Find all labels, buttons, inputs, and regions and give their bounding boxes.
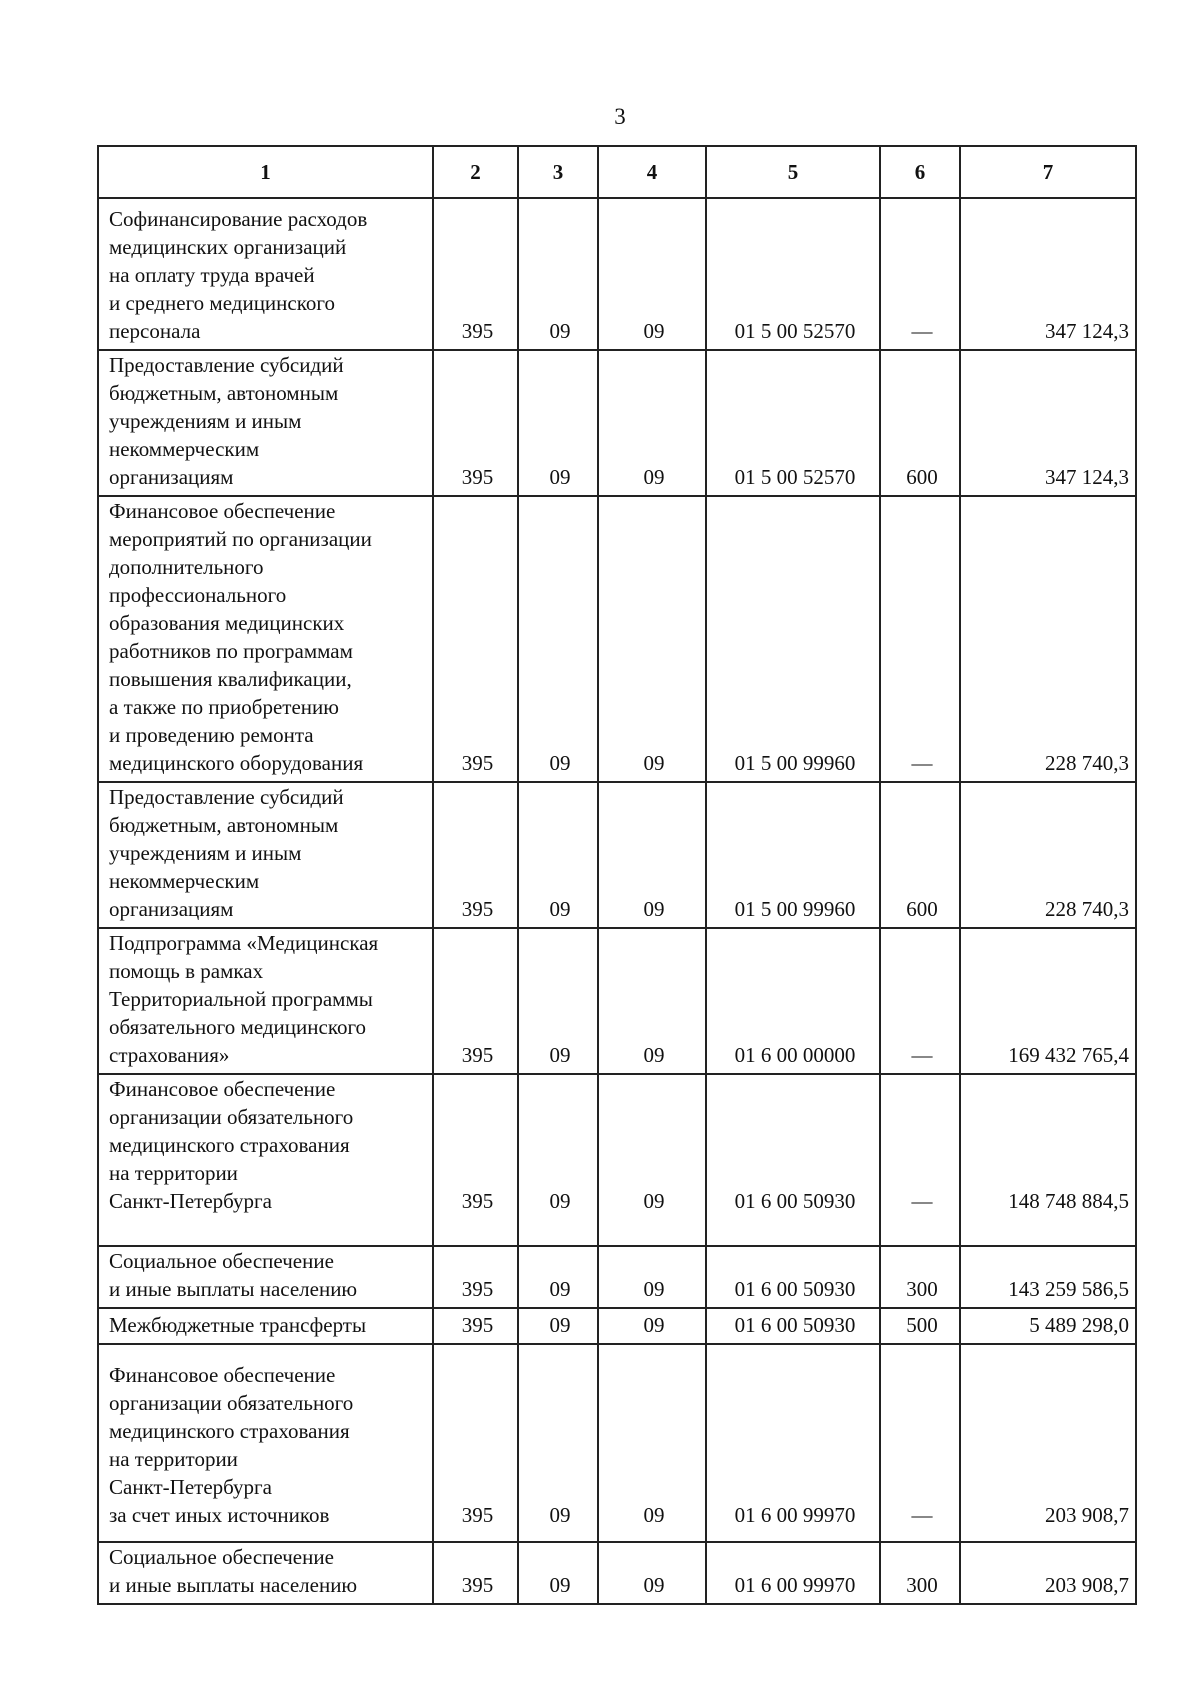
target-article-cell: 01 6 00 99970: [706, 1344, 880, 1542]
subsection-code-cell: 09: [598, 1308, 706, 1344]
admin-code-cell: 395: [433, 1542, 518, 1604]
subsection-code-cell: 09: [598, 350, 706, 496]
admin-code-cell: 395: [433, 1074, 518, 1246]
row-name-cell: Предоставление субсидий бюджетным, автономным учреждениям и иным некоммерческим организациям: [98, 782, 433, 928]
subsection-code-cell: 09: [598, 1074, 706, 1246]
expense-type-cell: —: [880, 928, 960, 1074]
subsection-code-cell: 09: [598, 1344, 706, 1542]
row-name-cell: Социальное обеспечение и иные выплаты населению: [98, 1542, 433, 1604]
target-article-cell: 01 5 00 52570: [706, 350, 880, 496]
section-code-cell: 09: [518, 350, 598, 496]
expense-type-cell: —: [880, 1074, 960, 1246]
row-name-cell: Софинансирование расходов медицинских организаций на оплату труда врачей и среднего медицинского персонала: [98, 198, 433, 350]
target-article-cell: 01 5 00 99960: [706, 496, 880, 782]
table-row: [98, 350, 1136, 496]
amount-cell: 347 124,3: [960, 198, 1136, 350]
admin-code-cell: 395: [433, 496, 518, 782]
expense-type-cell: 600: [880, 782, 960, 928]
amount-cell: 228 740,3: [960, 496, 1136, 782]
expense-type-cell: 300: [880, 1542, 960, 1604]
target-article-cell: 01 6 00 50930: [706, 1308, 880, 1344]
section-code-cell: 09: [518, 198, 598, 350]
row-name-cell: Финансовое обеспечение организации обязательного медицинского страхования на территории Санкт-Петербурга за счет иных источников: [98, 1344, 433, 1542]
header-cell: 4: [598, 146, 706, 198]
expense-type-cell: 600: [880, 350, 960, 496]
target-article-cell: 01 5 00 99960: [706, 782, 880, 928]
admin-code-cell: 395: [433, 928, 518, 1074]
subsection-code-cell: 09: [598, 928, 706, 1074]
subsection-code-cell: 09: [598, 496, 706, 782]
expense-type-cell: —: [880, 496, 960, 782]
amount-cell: 169 432 765,4: [960, 928, 1136, 1074]
section-code-cell: 09: [518, 1344, 598, 1542]
target-article-cell: 01 6 00 99970: [706, 1542, 880, 1604]
subsection-code-cell: 09: [598, 198, 706, 350]
section-code-cell: 09: [518, 928, 598, 1074]
section-code-cell: 09: [518, 1074, 598, 1246]
row-name-cell: Финансовое обеспечение мероприятий по организации дополнительного профессионального образования медицинских работников по программам повышения квалификации, а также по приобретению и проведению ремонта медицинского оборудования: [98, 496, 433, 782]
header-cell: 5: [706, 146, 880, 198]
header-cell: 3: [518, 146, 598, 198]
target-article-cell: 01 6 00 00000: [706, 928, 880, 1074]
table-row: [98, 1542, 1136, 1604]
target-article-cell: 01 6 00 50930: [706, 1074, 880, 1246]
section-code-cell: 09: [518, 1542, 598, 1604]
target-article-cell: 01 5 00 52570: [706, 198, 880, 350]
table-row: [98, 1308, 1136, 1344]
expense-type-cell: —: [880, 198, 960, 350]
section-code-cell: 09: [518, 1308, 598, 1344]
table-row: [98, 496, 1136, 782]
target-article-cell: 01 6 00 50930: [706, 1246, 880, 1308]
expense-type-cell: —: [880, 1344, 960, 1542]
table-row: [98, 1344, 1136, 1542]
amount-cell: 347 124,3: [960, 350, 1136, 496]
amount-cell: 5 489 298,0: [960, 1308, 1136, 1344]
table-row: [98, 198, 1136, 350]
table-row: [98, 782, 1136, 928]
subsection-code-cell: 09: [598, 782, 706, 928]
admin-code-cell: 395: [433, 782, 518, 928]
admin-code-cell: 395: [433, 1344, 518, 1542]
header-cell: 6: [880, 146, 960, 198]
table-header-row: [98, 146, 1136, 198]
amount-cell: 143 259 586,5: [960, 1246, 1136, 1308]
row-name-cell: Финансовое обеспечение организации обязательного медицинского страхования на территории Санкт-Петербурга: [98, 1074, 433, 1246]
expense-type-cell: 300: [880, 1246, 960, 1308]
row-name-cell: Предоставление субсидий бюджетным, автономным учреждениям и иным некоммерческим организациям: [98, 350, 433, 496]
table-row: [98, 1074, 1136, 1246]
header-cell: 2: [433, 146, 518, 198]
amount-cell: 228 740,3: [960, 782, 1136, 928]
amount-cell: 203 908,7: [960, 1542, 1136, 1604]
section-code-cell: 09: [518, 782, 598, 928]
page-number: 3: [614, 104, 626, 129]
row-name-cell: Социальное обеспечение и иные выплаты населению: [98, 1246, 433, 1308]
section-code-cell: 09: [518, 496, 598, 782]
admin-code-cell: 395: [433, 1308, 518, 1344]
admin-code-cell: 395: [433, 350, 518, 496]
row-name-cell: Подпрограмма «Медицинская помощь в рамках Территориальной программы обязательного медицинского страхования»: [98, 928, 433, 1074]
subsection-code-cell: 09: [598, 1246, 706, 1308]
amount-cell: 203 908,7: [960, 1344, 1136, 1542]
row-name-cell: Межбюджетные трансферты: [98, 1308, 433, 1344]
section-code-cell: 09: [518, 1246, 598, 1308]
table-row: [98, 1246, 1136, 1308]
admin-code-cell: 395: [433, 198, 518, 350]
table-row: [98, 928, 1136, 1074]
header-cell: 7: [960, 146, 1136, 198]
subsection-code-cell: 09: [598, 1542, 706, 1604]
expense-type-cell: 500: [880, 1308, 960, 1344]
admin-code-cell: 395: [433, 1246, 518, 1308]
header-cell: 1: [98, 146, 433, 198]
amount-cell: 148 748 884,5: [960, 1074, 1136, 1246]
budget-table: [97, 145, 1137, 1605]
